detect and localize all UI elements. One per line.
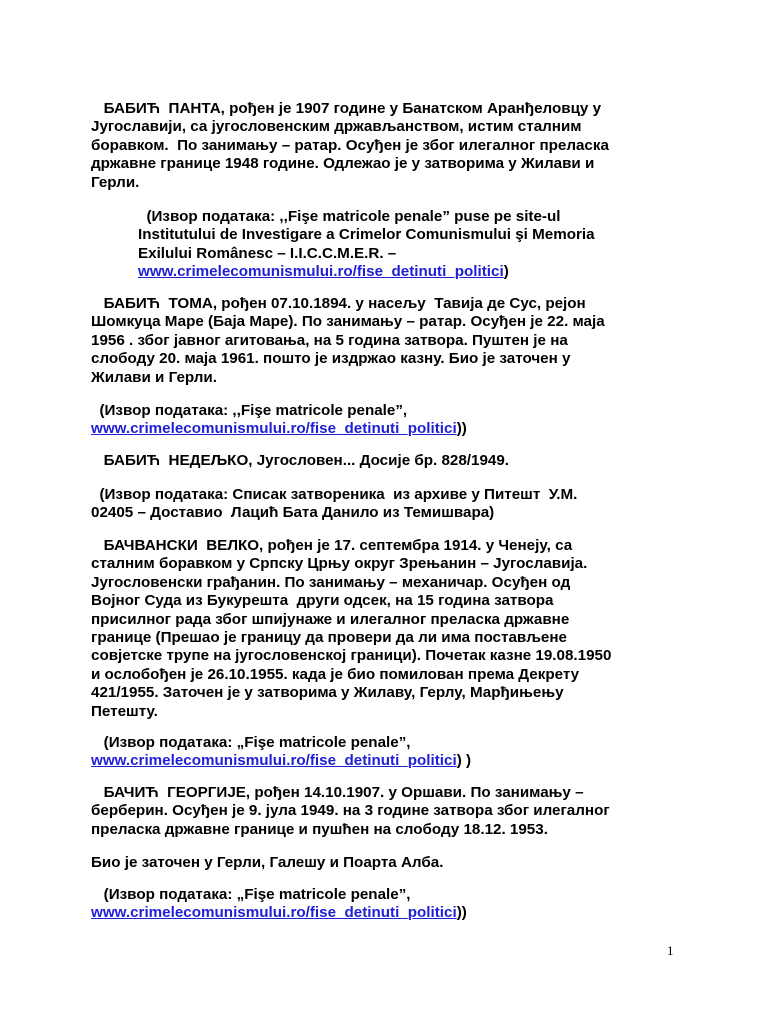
text-line <box>91 904 681 922</box>
text-line: Шомкуца Маре (Баја Маре). По занимању – ратар. Осуђен је 22. маја <box>91 313 605 331</box>
text-line: Exilului Românesc – I.I.C.C.M.E.R. – <box>138 244 397 262</box>
text-line: БАЧИЋ ГЕОРГИЈЕ, рођен 14.10.1907. у Оршави. По занимању – <box>91 784 584 801</box>
text-line: (Извор података: Списак затвореника из архиве у Питешт У.М. <box>91 486 578 503</box>
text-line: (Извор података: „Fişe matricole penale”, <box>91 886 411 903</box>
text-line: присилног рада због шпијунаже и илегалног преласка државне <box>91 610 570 628</box>
text-line: (Извор података: „Fişe matricole penale”, <box>91 734 411 751</box>
entry-babic-panta <box>91 100 681 192</box>
text-line: боравком. По занимању – ратар. Осуђен је због илегалног преласка <box>91 136 609 154</box>
entry-bacic-georgije <box>91 784 681 839</box>
text-line: преласка државне границе и пушћен на слободу 18.12. 1953. <box>91 820 548 838</box>
text-line: берберин. Осуђен је 9. јула 1949. на 3 године затвора због илегалног <box>91 802 610 820</box>
closing-paren: ) <box>503 263 509 281</box>
source-link[interactable]: www.crimelecomunismului.ro/fise_detinuti_politici <box>91 420 457 438</box>
text-line: слободу 20. маја 1961. пошто је издржао казну. Био је заточен у <box>91 350 571 368</box>
text-line: совјетске трупе на југословенској граници). Почетак казне 19.08.1950 <box>91 647 612 665</box>
text-line: државне границе 1948 године. Одлежао је у затворима у Жилави и <box>91 155 595 173</box>
text-line: БАЧВАНСКИ ВЕЛКО, рођен је 17. септембра 1914. у Ченеју, са <box>91 537 573 554</box>
text-line: (Извор података: ,,Fişe matricole penale”, <box>91 402 408 419</box>
text-line: 421/1955. Заточен је у затворима у Жилаву, Герлу, Марђињењу <box>91 684 564 702</box>
text-line <box>91 420 681 438</box>
text-line: БАБИЋ НЕДЕЉКО, Југословен... Досије бр. 828/1949. <box>91 452 510 469</box>
source-citation-5 <box>91 886 681 923</box>
source-link[interactable]: www.crimelecomunismului.ro/fise_detinuti_politici <box>91 752 457 770</box>
text-line: Југословенски грађанин. По занимању – механичар. Осуђен од <box>91 573 571 591</box>
entry-babic-nedeljko <box>91 452 681 470</box>
entry-bacvanski-velko <box>91 537 681 721</box>
text-line: Жилави и Герли. <box>91 368 217 386</box>
text-line <box>91 752 681 770</box>
text-line: Institutului de Investigare a Crimelor Comunismului şi Memoria <box>138 226 595 244</box>
closing-paren: )) <box>456 904 467 922</box>
entry-babic-toma <box>91 295 681 387</box>
source-citation-3 <box>91 486 681 523</box>
text-line: сталним боравком у Српску Црњу округ Зрењанин – Југославија. <box>91 555 588 573</box>
text-line: Герли. <box>91 173 140 191</box>
text-line <box>138 263 678 281</box>
text-line: границе (Прешао је границу да провери да ли има постављене <box>91 629 568 647</box>
entry-detention-note <box>91 854 681 872</box>
page-number: 1 <box>667 943 674 958</box>
source-link[interactable]: www.crimelecomunismului.ro/fise_detinuti_politici <box>138 263 504 281</box>
text-line: Био је заточен у Герли, Галешу и Поарта Алба. <box>91 854 444 871</box>
text-line: БАБИЋ ПАНТА, рођен је 1907 године у Банатском Аранђеловцу у <box>91 100 602 117</box>
text-line: Војног Суда из Букурешта други одсек, на 15 година затвора <box>91 592 554 610</box>
text-line: Југославији, са југословенским држављанством, истим сталним <box>91 118 582 136</box>
source-citation-1 <box>138 208 678 282</box>
text-line: 02405 – Доставио Лацић Бата Данило из Темишвара) <box>91 504 495 522</box>
text-line: БАБИЋ ТОМА, рођен 07.10.1894. у насељу Тавија де Сус, рејон <box>91 295 586 312</box>
text-line: и ослобођен је 26.10.1955. када је био помилован према Декрету <box>91 665 580 683</box>
source-citation-2 <box>91 402 681 439</box>
source-citation-4 <box>91 734 681 771</box>
text-line: 1956 . због јавног агитовања, на 5 година затвора. Пуштен је на <box>91 331 568 349</box>
closing-paren: ) ) <box>456 752 472 770</box>
source-link[interactable]: www.crimelecomunismului.ro/fise_detinuti_politici <box>91 904 457 922</box>
text-line: (Извор података: ,,Fişe matricole penale” puse pe site-ul <box>138 208 561 225</box>
text-line: Петешту. <box>91 702 158 720</box>
closing-paren: )) <box>456 420 467 438</box>
